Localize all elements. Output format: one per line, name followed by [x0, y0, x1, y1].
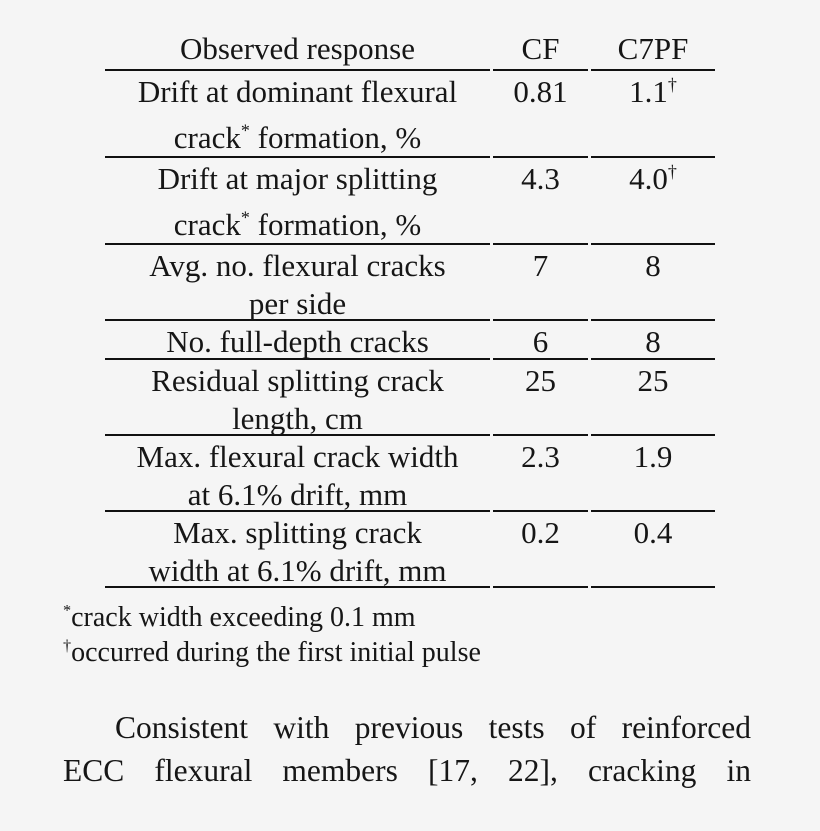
row-label-line: Max. splitting crack — [173, 515, 422, 550]
c7pf-value — [591, 512, 715, 588]
row-label-line — [105, 552, 490, 590]
paragraph-line: Consistent with previous tests of reinforced — [115, 710, 751, 745]
dagger-superscript: † — [63, 636, 72, 655]
row-label-line: Drift at dominant flexural — [137, 74, 458, 109]
c7pf-value — [591, 321, 715, 360]
row-label — [105, 321, 490, 360]
text-segment: 0.4 — [633, 515, 673, 550]
text-segment: length, cm — [232, 401, 363, 436]
row-label — [105, 512, 490, 588]
text-segment: 1.1 — [629, 74, 668, 109]
c7pf-value — [591, 71, 715, 158]
cf-value — [493, 360, 588, 436]
text-segment: formation, % — [249, 120, 422, 155]
text-segment: 7 — [532, 248, 549, 283]
row-label-line: Residual splitting crack — [151, 363, 444, 398]
table-row — [105, 436, 715, 512]
table-header-cell: C7PF — [591, 28, 715, 71]
table-header-cell: Observed response — [105, 28, 490, 71]
text-segment: 6 — [532, 324, 549, 359]
text-segment: 1.9 — [633, 439, 673, 474]
table-row — [105, 512, 715, 588]
row-label-line — [105, 476, 490, 514]
text-segment: crack — [173, 207, 241, 242]
row-label-line: Avg. no. flexural cracks — [149, 248, 446, 283]
row-label — [105, 71, 490, 158]
cf-value — [493, 321, 588, 360]
row-label-line — [105, 400, 490, 438]
paragraph-line: ECC flexural members [17, 22], cracking in — [63, 753, 751, 788]
table-row — [105, 321, 715, 360]
dagger-superscript: † — [667, 74, 677, 95]
cf-value — [493, 158, 588, 245]
text-segment: 0.2 — [521, 515, 560, 550]
asterisk-superscript: * — [63, 601, 72, 620]
text-segment: formation, % — [249, 207, 422, 242]
text-segment: crack — [173, 120, 241, 155]
body-paragraph — [63, 706, 751, 792]
table-header-cell: CF — [493, 28, 588, 71]
text-segment: 4.0 — [629, 161, 668, 196]
results-table — [105, 28, 715, 588]
text-segment: 2.3 — [521, 439, 560, 474]
footnote — [63, 635, 481, 670]
c7pf-value — [591, 245, 715, 321]
row-label-line — [105, 285, 490, 323]
cf-value — [493, 512, 588, 588]
row-label — [105, 360, 490, 436]
text-segment: 25 — [525, 363, 556, 398]
text-segment: at 6.1% drift, mm — [187, 477, 408, 512]
table-header-row — [105, 28, 715, 71]
text-segment: occurred during the first initial pulse — [71, 637, 481, 668]
row-label — [105, 245, 490, 321]
row-label-line: Drift at major splitting — [157, 161, 438, 196]
text-segment: crack width exceeding 0.1 mm — [71, 602, 416, 633]
text-segment: 8 — [645, 248, 661, 283]
c7pf-value — [591, 360, 715, 436]
asterisk-superscript: * — [240, 207, 250, 228]
c7pf-value — [591, 158, 715, 245]
table-row — [105, 360, 715, 436]
text-segment: 25 — [637, 363, 669, 398]
row-label-line — [105, 206, 490, 244]
c7pf-value — [591, 436, 715, 512]
table-row — [105, 71, 715, 158]
table-footnotes — [63, 600, 481, 670]
cf-value — [493, 71, 588, 158]
row-label — [105, 436, 490, 512]
text-segment: 4.3 — [521, 161, 560, 196]
dagger-superscript: † — [667, 161, 677, 182]
text-segment: width at 6.1% drift, mm — [148, 553, 447, 588]
row-label-line: No. full-depth cracks — [166, 324, 429, 359]
row-label-line: Max. flexural crack width — [136, 439, 459, 474]
text-segment: 0.81 — [513, 74, 568, 109]
row-label-line — [105, 119, 490, 157]
row-label — [105, 158, 490, 245]
cf-value — [493, 436, 588, 512]
asterisk-superscript: * — [240, 120, 250, 141]
footnote — [63, 600, 481, 635]
table-row — [105, 158, 715, 245]
cf-value — [493, 245, 588, 321]
table-row — [105, 245, 715, 321]
text-segment: per side — [248, 286, 347, 321]
text-segment: 8 — [645, 324, 661, 359]
